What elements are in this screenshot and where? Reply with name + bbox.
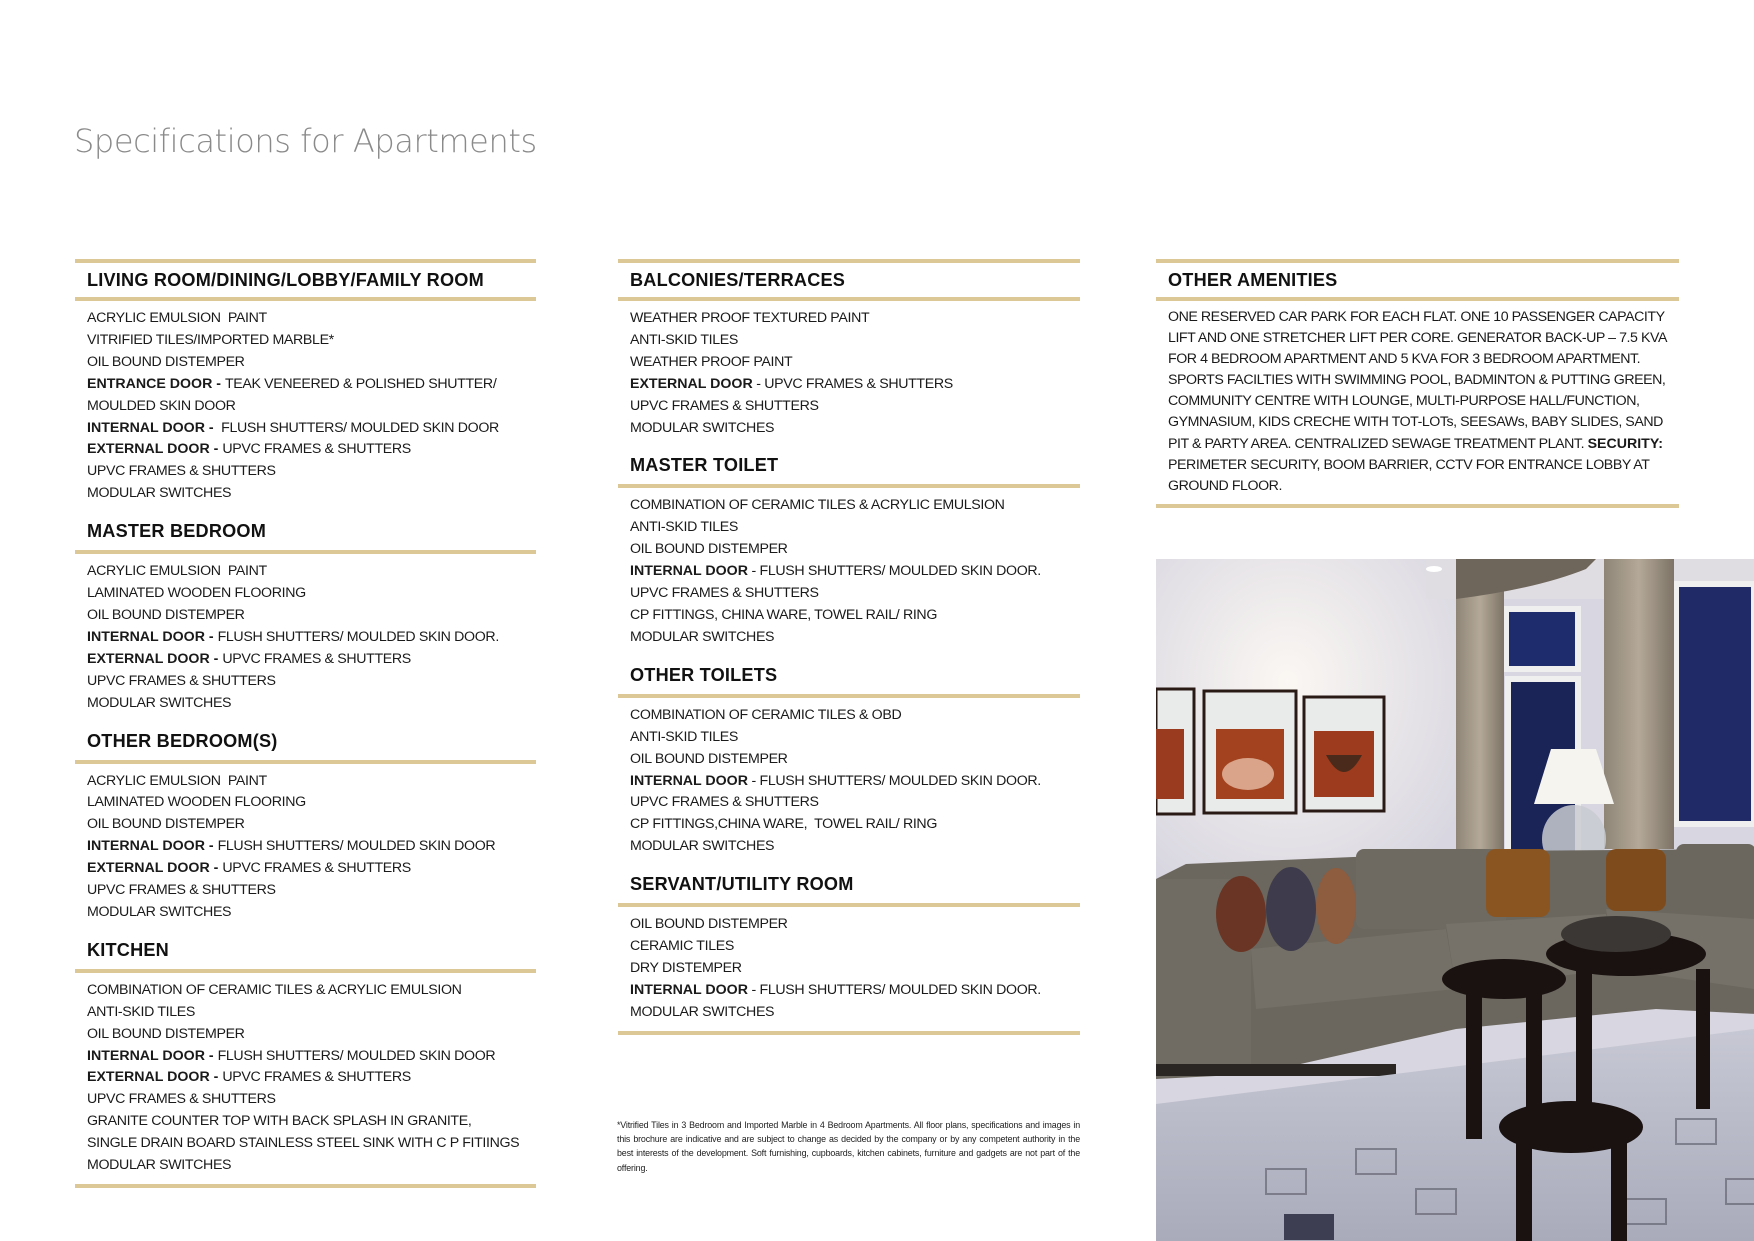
spec-line-text: MODULAR SWITCHES xyxy=(630,419,775,436)
spec-line-text: OIL BOUND DISTEMPER xyxy=(87,816,245,833)
spec-line-text: MODULAR SWITCHES xyxy=(87,1157,232,1174)
spec-line xyxy=(630,330,1080,352)
spec-section xyxy=(75,722,536,931)
section-body xyxy=(618,488,1080,655)
spec-line xyxy=(630,914,1080,936)
spec-line-text: FLUSH SHUTTERS/ MOULDED SKIN DOOR xyxy=(217,838,496,855)
spec-line xyxy=(630,308,1080,330)
spec-line xyxy=(630,980,1080,1002)
spec-line-text: UPVC FRAMES & SHUTTERS xyxy=(222,860,411,877)
spec-line xyxy=(87,671,536,693)
spec-line-label: ENTRANCE DOOR - xyxy=(87,375,225,392)
spec-section xyxy=(75,512,536,721)
spec-line xyxy=(630,561,1080,583)
section-title: KITCHEN xyxy=(87,938,169,960)
spec-line-text: FLUSH SHUTTERS/ MOULDED SKIN DOOR xyxy=(217,419,499,436)
spec-line-text: - UPVC FRAMES & SHUTTERS xyxy=(752,375,953,392)
spec-line-text: ANTI-SKID TILES xyxy=(630,728,739,745)
spec-line-label: INTERNAL DOOR xyxy=(630,981,748,998)
spec-line-label: INTERNAL DOOR - xyxy=(87,1047,218,1064)
spec-line-text: MODULAR SWITCHES xyxy=(630,1003,775,1020)
spec-line-text: UPVC FRAMES & SHUTTERS xyxy=(87,463,276,480)
spec-line-label: EXTERNAL DOOR - xyxy=(87,441,223,458)
spec-line-text: ANTI-SKID TILES xyxy=(630,331,739,348)
spec-line xyxy=(87,880,536,902)
amenities-paragraph xyxy=(1168,307,1671,497)
section-header xyxy=(75,512,536,554)
section-body xyxy=(75,554,536,721)
spec-line xyxy=(87,1024,536,1046)
spec-line-text: DRY DISTEMPER xyxy=(630,959,742,976)
spec-line xyxy=(87,1155,536,1177)
spec-line xyxy=(87,352,536,374)
spec-line xyxy=(87,836,536,858)
spec-line-text: COMBINATION OF CERAMIC TILES & ACRYLIC EMULSION xyxy=(630,497,1005,514)
spec-line xyxy=(87,858,536,880)
spec-line-label: EXTERNAL DOOR - xyxy=(87,1069,223,1086)
section-other-amenities xyxy=(1156,259,1679,508)
spec-line xyxy=(87,439,536,461)
wall-art xyxy=(1156,689,1384,814)
section-body xyxy=(618,698,1080,865)
spec-line-text: OIL BOUND DISTEMPER xyxy=(87,1025,245,1042)
spec-line xyxy=(87,483,536,505)
spec-line xyxy=(87,583,536,605)
spec-line-label: INTERNAL DOOR - xyxy=(87,628,218,645)
section-header xyxy=(75,259,536,301)
spec-line xyxy=(87,330,536,352)
spec-line-text: CP FITTINGS, CHINA WARE, TOWEL RAIL/ RING xyxy=(630,606,938,623)
section-end-rule xyxy=(1156,504,1679,508)
amenities-text: ONE RESERVED CAR PARK FOR EACH FLAT. ONE 10 PASSENGER CAPACITY LIFT AND ONE STRETCHER LIFT PER CORE. GENERATOR BACK-UP – 7.5 KVA FOR 4 BEDROOM APARTMENT AND 5 KVA FOR 3 BEDROOM APARTMENT. SPORTS FACILTIES WITH SWIMMING POOL, BADMINTON & PUTTING GREEN, COMMUNITY CENTRE WITH LOUNGE, MULTI-PURPOSE HALL/FUNCTION, GYMNASIUM, KIDS CRECHE WITH TOT-LOTs, SEESAWs, BABY SLIDES, SAND PIT & PARTY AREA. CENTRALIZED SEWAGE TREATMENT PLANT. xyxy=(1168,309,1667,452)
spec-line xyxy=(87,771,536,793)
spec-line xyxy=(87,396,536,418)
window-right xyxy=(1676,584,1754,824)
spec-line xyxy=(630,792,1080,814)
section-header xyxy=(75,722,536,764)
spec-line-text: TEAK VENEERED & POLISHED SHUTTER/ xyxy=(224,375,497,392)
spec-line xyxy=(87,374,536,396)
spec-line xyxy=(87,627,536,649)
spec-line-text: FLUSH SHUTTERS/ MOULDED SKIN DOOR. xyxy=(217,628,499,645)
spec-line-label: EXTERNAL DOOR xyxy=(630,375,753,392)
spec-line-text: COMBINATION OF CERAMIC TILES & ACRYLIC EMULSION xyxy=(87,981,462,998)
spec-line-text: ANTI-SKID TILES xyxy=(87,1003,196,1020)
spec-line-text: MODULAR SWITCHES xyxy=(87,485,232,502)
spec-line-text: - FLUSH SHUTTERS/ MOULDED SKIN DOOR. xyxy=(747,772,1041,789)
spec-line xyxy=(87,902,536,924)
spec-line xyxy=(630,418,1080,440)
spec-line xyxy=(630,517,1080,539)
spec-line-text: WEATHER PROOF TEXTURED PAINT xyxy=(630,310,870,326)
section-title: OTHER AMENITIES xyxy=(1168,269,1338,290)
spec-section xyxy=(618,865,1080,1031)
rug-dark-tile xyxy=(1284,1214,1334,1240)
living-room-photo xyxy=(1156,559,1754,1241)
section-title: BALCONIES/TERRACES xyxy=(630,269,846,290)
spec-line xyxy=(87,605,536,627)
column-end-rule xyxy=(75,1184,536,1188)
spec-line xyxy=(630,836,1080,858)
spec-column-2 xyxy=(618,259,1080,1035)
section-header xyxy=(618,656,1080,698)
spec-line-text: VITRIFIED TILES/IMPORTED MARBLE* xyxy=(87,331,334,348)
section-title: LIVING ROOM/DINING/LOBBY/FAMILY ROOM xyxy=(87,269,484,290)
spec-line xyxy=(87,1046,536,1068)
spec-section xyxy=(75,931,536,1184)
section-body xyxy=(1156,301,1679,504)
spec-line-text: SINGLE DRAIN BOARD STAINLESS STEEL SINK WITH C P FITIINGS xyxy=(87,1135,520,1152)
spec-line-text: WEATHER PROOF PAINT xyxy=(630,353,793,370)
section-body xyxy=(618,907,1080,1031)
spec-line-text: LAMINATED WOODEN FLOORING xyxy=(87,585,306,602)
spec-line xyxy=(87,792,536,814)
section-body xyxy=(75,301,536,512)
spec-line-text: ACRYLIC EMULSION PAINT xyxy=(87,772,267,789)
spec-line-text: LAMINATED WOODEN FLOORING xyxy=(87,794,306,811)
spec-line-text: MODULAR SWITCHES xyxy=(87,694,232,711)
curtain-right xyxy=(1604,559,1674,849)
spec-line-text: UPVC FRAMES & SHUTTERS xyxy=(87,672,276,689)
section-title: OTHER BEDROOM(S) xyxy=(87,729,278,751)
spec-line xyxy=(630,605,1080,627)
spec-line xyxy=(87,1111,536,1133)
spec-line xyxy=(630,1002,1080,1024)
spec-line xyxy=(87,980,536,1002)
spec-line-label: INTERNAL DOOR xyxy=(630,563,748,580)
spec-line-label: INTERNAL DOOR - xyxy=(87,838,218,855)
spec-line-text: FLUSH SHUTTERS/ MOULDED SKIN DOOR xyxy=(217,1047,496,1064)
spec-line-text: ACRYLIC EMULSION PAINT xyxy=(87,563,267,580)
spec-line-text: OIL BOUND DISTEMPER xyxy=(630,750,788,767)
spec-line-text: - FLUSH SHUTTERS/ MOULDED SKIN DOOR. xyxy=(747,563,1041,580)
spec-line-text: UPVC FRAMES & SHUTTERS xyxy=(222,650,411,667)
spec-line-text: CP FITTINGS,CHINA WARE, TOWEL RAIL/ RING xyxy=(630,816,938,833)
spec-line-text: ANTI-SKID TILES xyxy=(630,519,739,536)
spec-line-text: MOULDED SKIN DOOR xyxy=(87,397,236,414)
spec-line xyxy=(87,1067,536,1089)
spec-line-text: OIL BOUND DISTEMPER xyxy=(87,353,245,370)
spec-line-text: GRANITE COUNTER TOP WITH BACK SPLASH IN GRANITE, xyxy=(87,1113,472,1130)
spec-line xyxy=(630,936,1080,958)
spec-line xyxy=(630,705,1080,727)
spec-line-text: UPVC FRAMES & SHUTTERS xyxy=(87,1091,276,1108)
spec-line-text: MODULAR SWITCHES xyxy=(87,903,232,920)
spec-line xyxy=(87,308,536,330)
spec-line-text: UPVC FRAMES & SHUTTERS xyxy=(630,585,819,602)
spec-line-text: MODULAR SWITCHES xyxy=(630,838,775,855)
window-top xyxy=(1506,609,1578,669)
spec-line xyxy=(87,461,536,483)
spec-line-text: - FLUSH SHUTTERS/ MOULDED SKIN DOOR. xyxy=(747,981,1041,998)
spec-line-text: OIL BOUND DISTEMPER xyxy=(87,606,245,623)
living-room-illustration xyxy=(1156,559,1754,1241)
spec-line xyxy=(630,958,1080,980)
spec-column-1 xyxy=(75,259,536,1188)
spec-line xyxy=(87,1089,536,1111)
section-body xyxy=(75,764,536,931)
spec-line-text: MODULAR SWITCHES xyxy=(630,628,775,645)
spec-line-text: UPVC FRAMES & SHUTTERS xyxy=(630,397,819,414)
spec-line xyxy=(630,814,1080,836)
spec-line-text: UPVC FRAMES & SHUTTERS xyxy=(222,441,411,458)
spec-line-text: CERAMIC TILES xyxy=(630,938,734,955)
spec-line xyxy=(87,693,536,715)
security-text: PERIMETER SECURITY, BOOM BARRIER, CCTV FOR ENTRANCE LOBBY AT GROUND FLOOR. xyxy=(1168,456,1650,494)
spec-line xyxy=(630,495,1080,517)
section-header xyxy=(618,446,1080,488)
spec-line xyxy=(630,727,1080,749)
spec-line xyxy=(630,396,1080,418)
spec-line-text: UPVC FRAMES & SHUTTERS xyxy=(87,882,276,899)
spec-line xyxy=(87,418,536,440)
security-label: SECURITY: xyxy=(1587,435,1663,452)
spec-section xyxy=(618,446,1080,655)
section-title: OTHER TOILETS xyxy=(630,663,778,685)
spec-line xyxy=(87,561,536,583)
spec-line-text: COMBINATION OF CERAMIC TILES & OBD xyxy=(630,706,902,723)
spec-line-label: INTERNAL DOOR - xyxy=(87,419,218,436)
spec-section xyxy=(618,656,1080,865)
spec-line-label: EXTERNAL DOOR - xyxy=(87,860,223,877)
section-header xyxy=(75,931,536,973)
spec-line-text: UPVC FRAMES & SHUTTERS xyxy=(222,1069,411,1086)
spec-line xyxy=(630,539,1080,561)
page-title: Specifications for Apartments xyxy=(74,122,537,160)
spec-line xyxy=(630,374,1080,396)
spec-line xyxy=(630,749,1080,771)
footnote-disclaimer: *Vitrified Tiles in 3 Bedroom and Imported Marble in 4 Bedroom Apartments. All floor plans, specifications and images in this brochure are indicative and are subject to change as decided by the company or by any competent authority in the best interests of the development. Soft furnishing, cupboards, kitchen cabinets, furniture and gadgets are not part of the offering. xyxy=(617,1120,1080,1173)
spec-line xyxy=(87,649,536,671)
spec-line xyxy=(630,627,1080,649)
section-title: MASTER TOILET xyxy=(630,454,779,476)
spec-section xyxy=(618,259,1080,446)
spec-line-text: OIL BOUND DISTEMPER xyxy=(630,541,788,558)
section-body xyxy=(618,301,1080,446)
spec-line-text: OIL BOUND DISTEMPER xyxy=(630,916,788,933)
spec-column-3 xyxy=(1156,259,1679,508)
spec-line-label: EXTERNAL DOOR - xyxy=(87,650,223,667)
spec-line-text: UPVC FRAMES & SHUTTERS xyxy=(630,794,819,811)
spec-line xyxy=(87,814,536,836)
spec-line xyxy=(630,583,1080,605)
section-title: SERVANT/UTILITY ROOM xyxy=(630,873,854,895)
spec-line-text: ACRYLIC EMULSION PAINT xyxy=(87,310,267,326)
section-header xyxy=(618,865,1080,907)
section-title: MASTER BEDROOM xyxy=(87,520,267,542)
spec-section xyxy=(75,259,536,512)
spec-line xyxy=(87,1002,536,1024)
spec-line xyxy=(630,771,1080,793)
section-header xyxy=(618,259,1080,301)
section-body xyxy=(75,973,536,1184)
section-header xyxy=(1156,259,1679,301)
spec-line xyxy=(630,352,1080,374)
column-end-rule xyxy=(618,1031,1080,1035)
spec-line-label: INTERNAL DOOR xyxy=(630,772,748,789)
curtain-left xyxy=(1456,589,1504,859)
spec-line xyxy=(87,1133,536,1155)
